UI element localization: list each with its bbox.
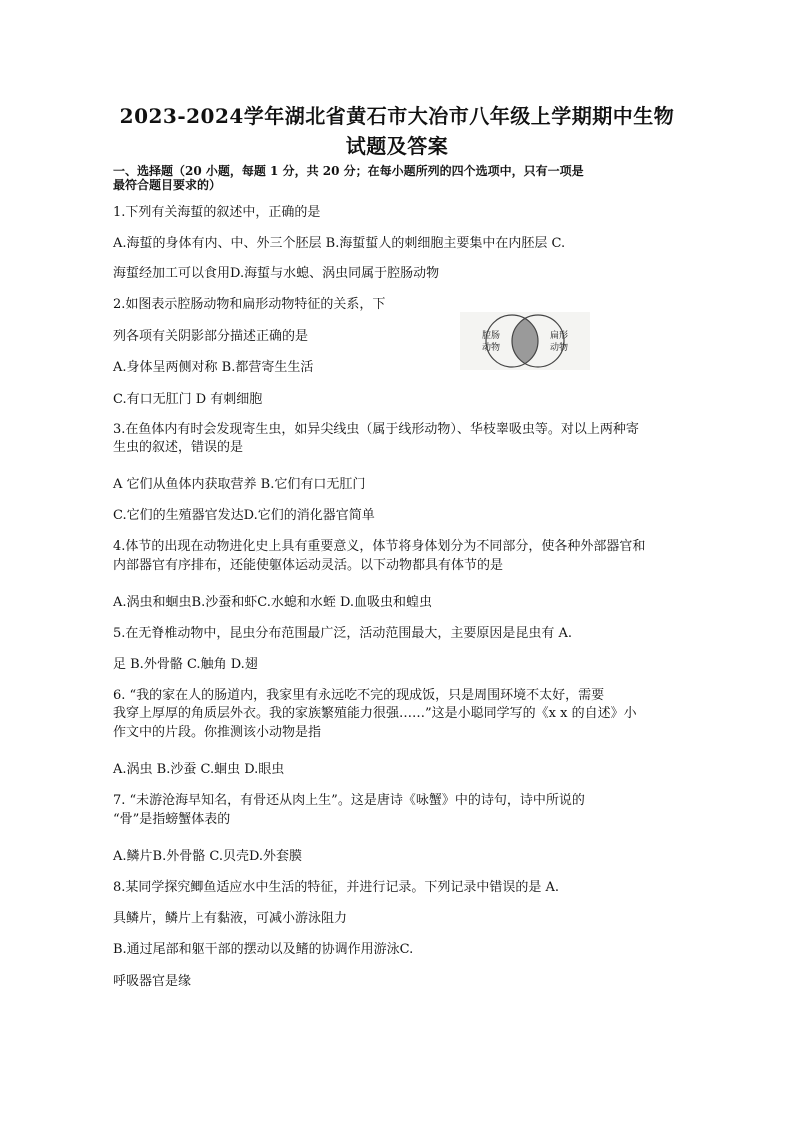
question-1-options-cont: 海蜇经加工可以食用D.海蜇与水螅、涡虫同属于腔肠动物 [113,266,440,281]
question-3-options-cd: C.它们的生殖器官发达D.它们的消化器官简单 [113,508,375,523]
question-2-options-ab: A.身体呈两侧对称 B.都营寄生生活 [113,360,314,375]
question-1-stem: 1.下列有关海蜇的叙述中，正确的是 [113,205,321,220]
section-heading-line2: 最符合题目要求的） [113,178,222,192]
question-2-stem: 2.如图表示腔肠动物和扁形动物特征的关系，下 [113,297,386,312]
venn-diagram [460,312,590,370]
left-circle-label-1: 腔肠 [482,331,501,341]
question-4-options: A.涡虫和蛔虫B.沙蚕和虾C.水螅和水蛭 D.血吸虫和蝗虫 [113,595,433,610]
question-3-options-ab: A 它们从鱼体内获取营养 B.它们有口无肛门 [113,477,366,492]
question-3-stem: 3.在鱼体内有时会发现寄生虫，如异尖线虫（属于线形动物）、华枝睾吸虫等。对以上两种寄 [113,422,639,437]
question-4-stem-cont: 内部器官有序排布，还能使躯体运动灵活。以下动物都具有体节的是 [113,558,504,573]
document-title-line2: 试题及答案 [345,134,449,158]
question-7-stem-cont: “骨”是指螃蟹体表的 [113,812,231,827]
right-circle-label-2: 动物 [550,343,569,353]
section-heading-line1: 一、选择题（20 小题，每题 1 分，共 20 分；在每小题所列的四个选项中，只有一项是 [113,164,584,178]
left-circle-label-2: 动物 [482,343,501,353]
question-3-stem-cont: 生虫的叙述，错误的是 [113,440,244,455]
question-8-option-b: B.通过尾部和躯干部的摆动以及鳍的协调作用游泳C. [113,942,414,957]
venn-diagram-figure [460,312,590,370]
right-circle-label-1: 扁形 [550,331,569,341]
document-title-line1: 2023-2024学年湖北省黄石市大冶市八年级上学期期中生物 [119,104,675,128]
question-7-stem: 7. “未游沧海早知名，有骨还从肉上生”。这是唐诗《咏蟹》中的诗句，诗中所说的 [113,793,585,808]
question-5-stem: 5.在无脊椎动物中，昆虫分布范围最广泛，活动范围最大，主要原因是昆虫有 A. [113,626,573,641]
question-6-options: A.涡虫 B.沙蚕 C.蛔虫 D.眼虫 [113,762,285,777]
question-1-options: A.海蜇的身体有内、中、外三个胚层 B.海蜇蜇人的刺细胞主要集中在内胚层 C. [113,236,566,251]
question-6-stem: 6. “我的家在人的肠道内，我家里有永远吃不完的现成饭，只是周围环境不太好，需要 [113,688,605,703]
question-8-option-c: 呼吸器官是缘 [113,974,192,989]
question-6-stem-cont-2: 作文中的片段。你推测该小动物是指 [113,725,322,740]
question-4-stem: 4.体节的出现在动物进化史上具有重要意义，体节将身体划分为不同部分，使各种外部器官和 [113,539,646,554]
question-6-stem-cont: 我穿上厚厚的角质层外衣。我的家族繁殖能力很强……”这是小聪同学写的《x x 的自述》小 [113,706,637,721]
question-2-options-cd: C.有口无肛门 D 有刺细胞 [113,392,263,407]
question-8-option-a: 具鳞片，鳞片上有黏液，可减小游泳阻力 [113,911,348,926]
question-7-options: A.鳞片B.外骨骼 C.贝壳D.外套膜 [113,849,303,864]
question-8-stem: 8.某同学探究鲫鱼适应水中生活的特征，并进行记录。下列记录中错误的是 A. [113,880,560,895]
question-2-stem-cont: 列各项有关阴影部分描述正确的是 [113,329,309,344]
question-5-options: 足 B.外骨骼 C.触角 D.翅 [113,657,258,672]
